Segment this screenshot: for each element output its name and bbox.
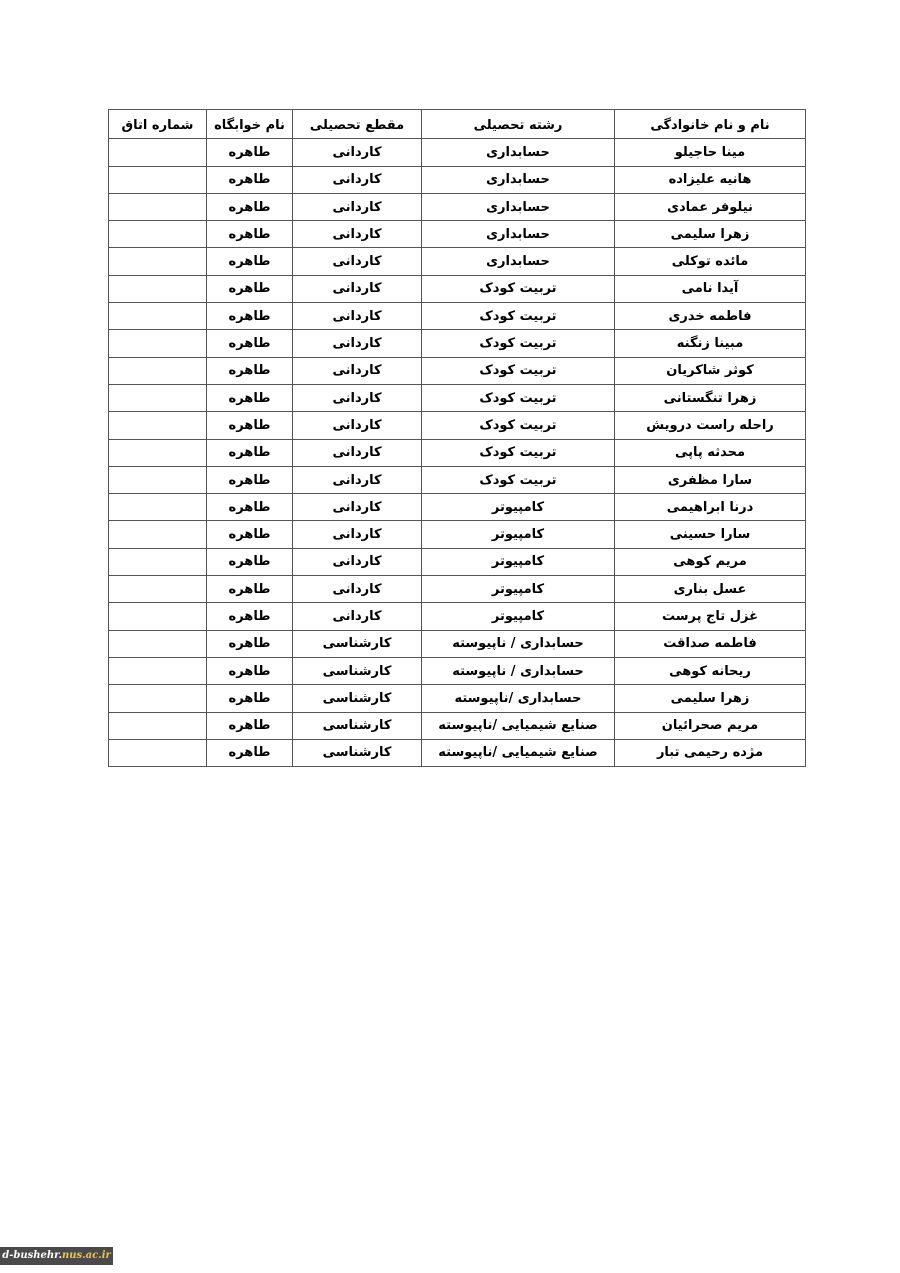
cell-name: غزل تاج پرست	[615, 603, 806, 630]
cell-name: سارا مظفری	[615, 466, 806, 493]
header-name: نام و نام خانوادگی	[615, 110, 806, 139]
header-dorm: نام خوابگاه	[207, 110, 293, 139]
table-header	[109, 110, 806, 139]
cell-field: حسابداری /ناپیوسته	[422, 685, 615, 712]
cell-level: کارشناسی	[293, 630, 422, 657]
cell-level: کاردانی	[293, 494, 422, 521]
cell-field: تربیت کودک	[422, 439, 615, 466]
cell-field: تربیت کودک	[422, 330, 615, 357]
watermark-prefix: d-bushehr.	[2, 1250, 62, 1261]
cell-field: تربیت کودک	[422, 384, 615, 411]
cell-name: مژده رحیمی تبار	[615, 739, 806, 766]
cell-room	[109, 330, 207, 357]
cell-dorm: طاهره	[207, 275, 293, 302]
cell-room	[109, 630, 207, 657]
table-row	[109, 166, 806, 193]
cell-dorm: طاهره	[207, 685, 293, 712]
cell-field: تربیت کودک	[422, 303, 615, 330]
cell-field: حسابداری	[422, 221, 615, 248]
table-row	[109, 221, 806, 248]
cell-room	[109, 603, 207, 630]
cell-room	[109, 521, 207, 548]
cell-field: صنایع شیمیایی /ناپیوسته	[422, 712, 615, 739]
cell-field: حسابداری	[422, 193, 615, 220]
cell-field: حسابداری	[422, 139, 615, 166]
cell-dorm: طاهره	[207, 139, 293, 166]
table-row	[109, 603, 806, 630]
cell-dorm: طاهره	[207, 603, 293, 630]
table-row	[109, 384, 806, 411]
cell-dorm: طاهره	[207, 439, 293, 466]
cell-dorm: طاهره	[207, 657, 293, 684]
cell-level: کاردانی	[293, 166, 422, 193]
cell-field: کامپیوتر	[422, 603, 615, 630]
table-row	[109, 466, 806, 493]
table-row	[109, 357, 806, 384]
cell-name: کوثر شاکریان	[615, 357, 806, 384]
cell-level: کاردانی	[293, 330, 422, 357]
table-row	[109, 248, 806, 275]
cell-room	[109, 303, 207, 330]
cell-name: ریحانه کوهی	[615, 657, 806, 684]
cell-dorm: طاهره	[207, 521, 293, 548]
cell-field: کامپیوتر	[422, 521, 615, 548]
cell-field: تربیت کودک	[422, 412, 615, 439]
cell-name: عسل بناری	[615, 576, 806, 603]
header-room: شماره اتاق	[109, 110, 207, 139]
table-row	[109, 139, 806, 166]
cell-dorm: طاهره	[207, 548, 293, 575]
cell-room	[109, 221, 207, 248]
cell-dorm: طاهره	[207, 630, 293, 657]
cell-name: مبینا زنگنه	[615, 330, 806, 357]
cell-room	[109, 548, 207, 575]
cell-field: تربیت کودک	[422, 275, 615, 302]
cell-field: حسابداری / ناپیوسته	[422, 657, 615, 684]
table-row	[109, 630, 806, 657]
table-body	[109, 139, 806, 767]
table-row	[109, 330, 806, 357]
cell-dorm: طاهره	[207, 193, 293, 220]
table-row	[109, 303, 806, 330]
cell-dorm: طاهره	[207, 466, 293, 493]
cell-room	[109, 248, 207, 275]
cell-room	[109, 384, 207, 411]
cell-room	[109, 166, 207, 193]
site-watermark	[0, 1247, 113, 1265]
cell-name: هانیه علیزاده	[615, 166, 806, 193]
cell-name: محدثه پاپی	[615, 439, 806, 466]
cell-field: صنایع شیمیایی /ناپیوسته	[422, 739, 615, 766]
cell-level: کارشناسی	[293, 657, 422, 684]
cell-level: کاردانی	[293, 384, 422, 411]
table-row	[109, 739, 806, 766]
cell-dorm: طاهره	[207, 739, 293, 766]
cell-name: فاطمه خدری	[615, 303, 806, 330]
table-row	[109, 712, 806, 739]
cell-name: سارا حسینی	[615, 521, 806, 548]
cell-dorm: طاهره	[207, 166, 293, 193]
cell-level: کارشناسی	[293, 685, 422, 712]
cell-name: نیلوفر عمادی	[615, 193, 806, 220]
table-row	[109, 275, 806, 302]
cell-level: کاردانی	[293, 548, 422, 575]
cell-dorm: طاهره	[207, 330, 293, 357]
cell-dorm: طاهره	[207, 384, 293, 411]
cell-field: حسابداری	[422, 166, 615, 193]
cell-room	[109, 139, 207, 166]
cell-level: کاردانی	[293, 603, 422, 630]
cell-room	[109, 412, 207, 439]
cell-room	[109, 576, 207, 603]
cell-room	[109, 739, 207, 766]
cell-dorm: طاهره	[207, 712, 293, 739]
cell-level: کاردانی	[293, 412, 422, 439]
cell-level: کاردانی	[293, 303, 422, 330]
cell-name: مریم صحرائیان	[615, 712, 806, 739]
cell-level: کاردانی	[293, 248, 422, 275]
cell-name: زهرا سلیمی	[615, 685, 806, 712]
header-level: مقطع تحصیلی	[293, 110, 422, 139]
cell-field: حسابداری	[422, 248, 615, 275]
watermark-accent: nus.ac.ir	[62, 1250, 111, 1261]
cell-room	[109, 193, 207, 220]
table-row	[109, 657, 806, 684]
cell-name: مریم کوهی	[615, 548, 806, 575]
table-row	[109, 576, 806, 603]
cell-dorm: طاهره	[207, 248, 293, 275]
cell-level: کاردانی	[293, 139, 422, 166]
cell-name: مینا حاجیلو	[615, 139, 806, 166]
cell-name: آیدا نامی	[615, 275, 806, 302]
cell-level: کارشناسی	[293, 739, 422, 766]
cell-name: فاطمه صداقت	[615, 630, 806, 657]
cell-room	[109, 275, 207, 302]
header-field: رشته تحصیلی	[422, 110, 615, 139]
cell-field: کامپیوتر	[422, 494, 615, 521]
cell-level: کاردانی	[293, 275, 422, 302]
cell-room	[109, 685, 207, 712]
cell-name: زهرا سلیمی	[615, 221, 806, 248]
cell-field: تربیت کودک	[422, 466, 615, 493]
cell-field: کامپیوتر	[422, 548, 615, 575]
cell-room	[109, 712, 207, 739]
cell-level: کاردانی	[293, 466, 422, 493]
cell-field: کامپیوتر	[422, 576, 615, 603]
cell-level: کارشناسی	[293, 712, 422, 739]
cell-level: کاردانی	[293, 221, 422, 248]
cell-name: مائده توکلی	[615, 248, 806, 275]
table-row	[109, 685, 806, 712]
cell-dorm: طاهره	[207, 221, 293, 248]
cell-room	[109, 466, 207, 493]
cell-level: کاردانی	[293, 357, 422, 384]
cell-name: زهرا تنگستانی	[615, 384, 806, 411]
cell-dorm: طاهره	[207, 357, 293, 384]
dormitory-roster-table	[108, 109, 806, 767]
cell-field: حسابداری / ناپیوسته	[422, 630, 615, 657]
table-row	[109, 521, 806, 548]
cell-room	[109, 494, 207, 521]
cell-level: کاردانی	[293, 521, 422, 548]
cell-room	[109, 357, 207, 384]
header-row	[109, 110, 806, 139]
cell-level: کاردانی	[293, 439, 422, 466]
table-row	[109, 548, 806, 575]
cell-level: کاردانی	[293, 193, 422, 220]
cell-dorm: طاهره	[207, 412, 293, 439]
table-row	[109, 193, 806, 220]
cell-room	[109, 439, 207, 466]
table-row	[109, 494, 806, 521]
cell-dorm: طاهره	[207, 303, 293, 330]
cell-room	[109, 657, 207, 684]
cell-dorm: طاهره	[207, 576, 293, 603]
table-row	[109, 439, 806, 466]
cell-name: درنا ابراهیمی	[615, 494, 806, 521]
cell-dorm: طاهره	[207, 494, 293, 521]
cell-field: تربیت کودک	[422, 357, 615, 384]
table-row	[109, 412, 806, 439]
cell-name: راحله راست درویش	[615, 412, 806, 439]
cell-level: کاردانی	[293, 576, 422, 603]
